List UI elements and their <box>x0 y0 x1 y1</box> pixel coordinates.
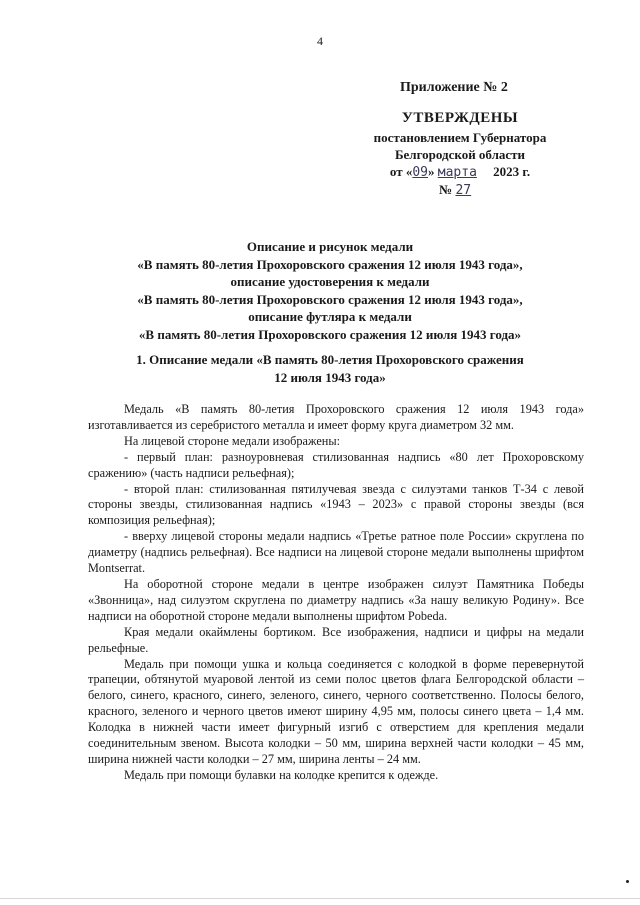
section-title-line: 12 июля 1943 года» <box>274 369 386 385</box>
appendix-label: Приложение № 2 <box>400 80 508 95</box>
body-text <box>88 402 584 784</box>
title-line: «В память 80-летия Прохоровского сражения 12 июля 1943 года», <box>137 291 523 307</box>
paragraph: - первый план: разноуровневая стилизованная надпись «80 лет Прохоровскому сражению» (часть надписи рельефная); <box>88 449 584 480</box>
number-label: № <box>439 182 453 197</box>
date-prefix: от « <box>389 164 413 179</box>
title-line: «В память 80-летия Прохоровского сражения 12 июля 1943 года» <box>138 326 522 342</box>
document-title <box>80 238 580 343</box>
date-month: марта <box>437 165 477 180</box>
title-line: описание футляра к медали <box>248 309 412 324</box>
approval-heading: УТВЕРЖДЕНЫ <box>401 110 519 126</box>
paragraph: Края медали окаймлены бортиком. Все изображения, надписи и цифры на медали рельефные. <box>88 624 584 655</box>
title-line: описание удостоверения к медали <box>230 274 430 289</box>
approval-block <box>330 110 590 199</box>
approval-line-2: Белгородской области <box>394 147 526 162</box>
paragraph: На лицевой стороне медали изображены: <box>124 433 341 448</box>
title-line: Описание и рисунок медали <box>246 239 414 254</box>
paragraph: - второй план: стилизованная пятилучевая звезда с силуэтами танков Т-34 с левой стороны звезды, стилизованная надпись «1943 – 2023» с правой стороны звезды (вся композиция рельефная); <box>88 481 584 528</box>
scan-dot <box>626 880 629 883</box>
approval-line-1: постановлением Губернатора <box>373 130 547 145</box>
paragraph: На оборотной стороне медали в центре изображен силуэт Памятника Победы «Звонница», над силуэтом скруглена по диаметру надпись «За нашу великую Родину». Все надписи на оборотной стороне медали выполнены шрифтом Pobeda. <box>88 576 584 623</box>
date-mid: » <box>428 164 435 179</box>
paragraph: - вверху лицевой стороны медали надпись «Третье ратное поле России» скруглена по диаметру (надпись рельефная). Все надписи на лицевой стороне медали выполнены шрифтом Montserrat. <box>88 529 584 576</box>
paragraph: Медаль при помощи ушка и кольца соединяется с колодкой в форме перевернутой трапеции, обтянутой муаровой лентой из семи полос цветов флага Белгородской области – белого, синего, красного, синего, зеленого, синего, черного соответственно. Полосы белого, красного, зеленого и черного цветов имеют ширину 4,95 мм, полосы синего цвета – 1,4 мм. Колодка в нижней части имеет фигурный изгиб с отверстием для крепления медали соединительным звеном. Высота колодки – 50 мм, ширина верхней части колодки – 45 мм, ширина нижней части колодки – 27 мм, ширина ленты – 24 мм. <box>88 656 584 766</box>
scan-edge-line <box>0 898 640 899</box>
section-title-line: 1. Описание медали «В память 80-летия Прохоровского сражения <box>136 352 524 367</box>
title-line: «В память 80-летия Прохоровского сражения 12 июля 1943 года», <box>137 256 523 272</box>
date-day: 09 <box>412 165 429 180</box>
section-title <box>80 351 580 386</box>
paragraph: Медаль при помощи булавки на колодке крепится к одежде. <box>124 767 439 782</box>
paragraph: Медаль «В память 80-летия Прохоровского сражения 12 июля 1943 года» изготавливается из серебристого металла и имеет форму круга диаметром 32 мм. <box>88 402 584 432</box>
approval-date <box>330 163 590 181</box>
approval-number <box>330 181 590 199</box>
date-year: 2023 г. <box>493 164 531 179</box>
page-number: 4 <box>317 34 323 48</box>
number-value: 27 <box>455 183 472 198</box>
